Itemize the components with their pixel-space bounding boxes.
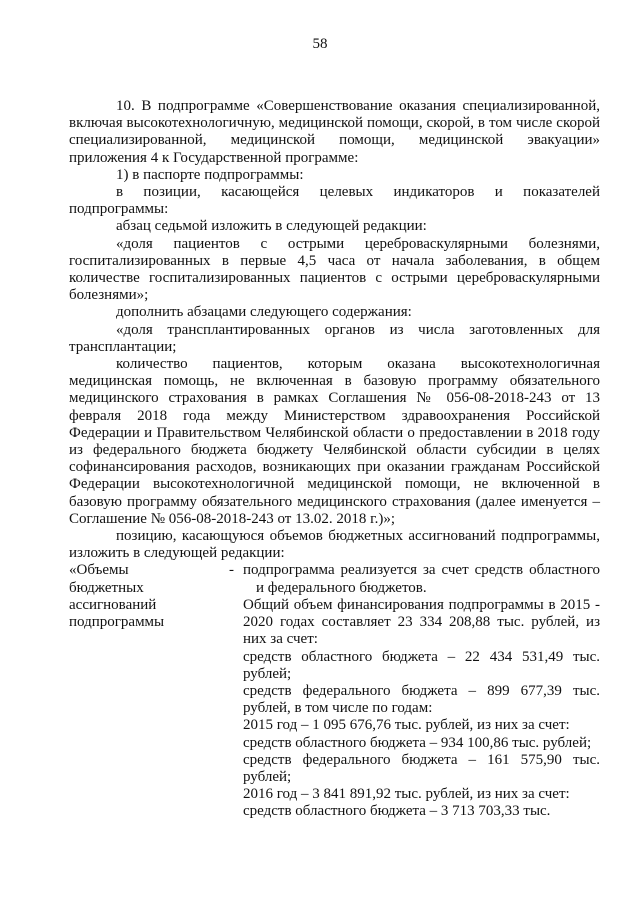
paragraph-seventh-abzac: абзац седьмой изложить в следующей редакции: xyxy=(116,218,427,235)
label-line: ассигнований xyxy=(69,596,157,613)
budget-item: средств областного бюджета – 3 713 703,33 тыс. xyxy=(243,803,551,820)
budget-table xyxy=(69,562,600,820)
budget-table-content xyxy=(243,562,600,820)
budget-item: подпрограмма реализуется за счет средств областного и федерального бюджетов. xyxy=(243,562,600,596)
budget-table-label xyxy=(69,562,229,820)
label-line: «Объемы xyxy=(69,562,129,579)
budget-item: средств областного бюджета – 934 100,86 тыс. рублей; xyxy=(243,734,592,751)
budget-item: 2016 год – 3 841 891,92 тыс. рублей, из них за счет: xyxy=(243,786,570,803)
label-line: подпрограммы xyxy=(69,614,165,631)
budget-table-dash: - xyxy=(229,562,234,579)
budget-item: средств областного бюджета – 22 434 531,49 тыс. рублей; xyxy=(243,648,600,682)
paragraph-quote-stroke: «доля пациентов с острыми цереброваскулярными болезнями, госпитализированных в первые 4,5 часа от начала заболевания, в общем количестве госпитализированных пациентов с острыми цереброваскулярными болезнями»; xyxy=(69,235,600,304)
paragraph-position-indicators: в позиции, касающейся целевых индикаторов и показателей подпрограммы: xyxy=(69,184,600,218)
paragraph-item-10: 10. В подпрограмме «Совершенствование оказания специализированной, включая высокотехнологичную, медицинской помощи, скорой, в том числе скорой специализированной, медицинской помощи, медицинской эвакуации» приложения 4 к Государственной программе: xyxy=(69,98,600,166)
budget-item: Общий объем финансирования подпрограммы в 2015 - 2020 годах составляет 23 334 208,88 тыс. рублей, из них за счет: xyxy=(243,596,600,648)
paragraph-passport: 1) в паспорте подпрограммы: xyxy=(116,166,304,183)
budget-item: средств федерального бюджета – 161 575,90 тыс. рублей; xyxy=(243,751,600,785)
budget-item: средств федерального бюджета – 899 677,39 тыс. рублей, в том числе по годам: xyxy=(243,682,600,717)
label-line: бюджетных xyxy=(69,579,144,596)
paragraph-budget-position: позицию, касающуюся объемов бюджетных ассигнований подпрограммы, изложить в следующей редакции: xyxy=(69,528,600,562)
budget-item: 2015 год – 1 095 676,76 тыс. рублей, из них за счет: xyxy=(243,717,570,734)
document-body xyxy=(69,98,600,821)
paragraph-supplement: дополнить абзацами следующего содержания: xyxy=(116,304,412,321)
page-number: 58 xyxy=(312,36,328,52)
paragraph-quote-transplant: «доля трансплантированных органов из числа заготовленных для трансплантации; xyxy=(69,321,600,355)
paragraph-quote-hightech: количество пациентов, которым оказана высокотехнологичная медицинская помощь, не включенная в базовую программу обязательного медицинского страхования в рамках Соглашения № 056-08-2018-243 от 13 февраля 2018 года между Министерством здравоохранения Российской Федерации и Правительством Челябинской области о предоставлении в 2018 году из федерального бюджета бюджету Челябинской области субсидии в целях софинансирования расходов, возникающих при оказании гражданам Российской Федерации высокотехнологичной медицинской помощи, не включенной в базовую программу обязательного медицинского страхования (далее именуется – Соглашение № 056-08-2018-243 от 13.02. 2018 г.)»; xyxy=(69,356,600,527)
